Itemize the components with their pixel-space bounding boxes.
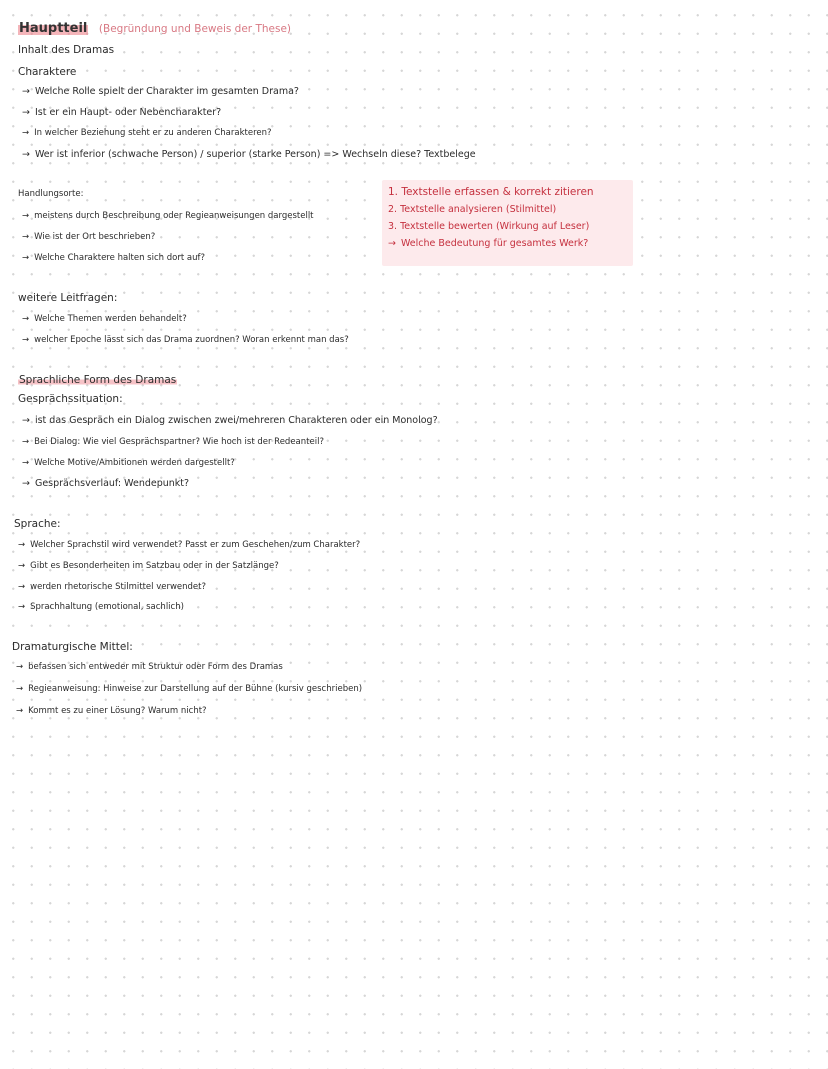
list-item-text: Welcher Sprachstil wird verwendet? Passt er zum Geschehen/zum Charakter? xyxy=(30,540,361,550)
list-item-text: Welche Charaktere halten sich dort auf? xyxy=(34,253,205,263)
list-item-text: Sprachhaltung (emotional, sachlich) xyxy=(30,602,184,612)
list-item-text: Wer ist inferior (schwache Person) / superior (starke Person) => Wechseln diese? Textbelege xyxy=(34,149,476,160)
title-text: Hauptteil xyxy=(19,21,88,36)
list-item-text: befassen sich entweder mit Struktur oder Form des Dramas xyxy=(28,662,283,672)
arrow-icon: → xyxy=(16,706,24,716)
arrow-icon: → xyxy=(22,415,30,426)
charaktere-heading: Charaktere xyxy=(18,66,77,78)
box-item: 2. Textstelle analysieren (Stilmittel) xyxy=(388,204,557,215)
list-item xyxy=(18,560,279,573)
box-item: 1. Textstelle erfassen & korrekt zitieren xyxy=(388,186,594,198)
handlungsorte-heading: Handlungsorte: xyxy=(18,189,84,199)
arrow-icon: → xyxy=(22,253,30,263)
box-item-text: Welche Bedeutung für gesamtes Werk? xyxy=(400,238,589,249)
list-item-text: Gesprächsverlauf: Wendepunkt? xyxy=(34,478,190,489)
arrow-icon: → xyxy=(22,128,30,138)
subtitle-text: (Begründung und Beweis der These) xyxy=(98,23,292,35)
arrow-icon: → xyxy=(16,662,24,672)
list-item xyxy=(22,313,187,326)
arrow-icon: → xyxy=(18,602,26,612)
page-title xyxy=(18,22,291,36)
list-item xyxy=(22,252,205,265)
list-item-text: welcher Epoche lässt sich das Drama zuordnen? Woran erkennt man das? xyxy=(34,335,349,345)
arrow-icon: → xyxy=(18,582,26,592)
list-item-text: Wie ist der Ort beschrieben? xyxy=(34,232,156,242)
arrow-icon: → xyxy=(18,561,26,571)
list-item-text: Bei Dialog: Wie viel Gesprächspartner? Wie hoch ist der Redeanteil? xyxy=(34,437,324,447)
list-item xyxy=(16,661,283,674)
list-item xyxy=(22,85,299,98)
list-item xyxy=(22,436,324,449)
list-item xyxy=(16,683,362,696)
list-item xyxy=(22,127,272,140)
box-item xyxy=(388,237,633,250)
inhalt-heading xyxy=(18,44,114,57)
list-item xyxy=(22,231,155,244)
list-item xyxy=(22,457,235,470)
arrow-icon: → xyxy=(18,540,26,550)
arrow-icon: → xyxy=(22,478,30,489)
list-item-text: Gibt es Besonderheiten im Satzbau oder in der Satzlänge? xyxy=(30,561,279,571)
arrow-icon: → xyxy=(22,86,30,97)
sprache-heading: Sprache: xyxy=(14,518,61,530)
list-item-text: Regieanweisung: Hinweise zur Darstellung auf der Bühne (kursiv geschrieben) xyxy=(28,684,363,694)
list-item-text: In welcher Beziehung steht er zu anderen Charakteren? xyxy=(34,128,272,138)
dramaturgisch-heading: Dramaturgische Mittel: xyxy=(12,641,133,653)
list-item-text: Welche Rolle spielt der Charakter im gesamten Drama? xyxy=(34,86,299,97)
list-item-text: ist das Gespräch ein Dialog zwischen zwei/mehreren Charakteren oder ein Monolog? xyxy=(34,415,438,426)
list-item xyxy=(22,477,189,490)
arrow-icon: → xyxy=(388,238,396,249)
sprachlich-heading xyxy=(18,374,177,387)
list-item-text: werden rhetorische Stilmittel verwendet? xyxy=(30,582,206,592)
list-item-text: Welche Motive/Ambitionen werden dargestellt? xyxy=(34,458,235,468)
list-item xyxy=(16,705,207,718)
box-item: 3. Textstelle bewerten (Wirkung auf Leser) xyxy=(388,221,590,232)
arrow-icon: → xyxy=(22,458,30,468)
arrow-icon: → xyxy=(22,149,30,160)
leitfragen-heading: weitere Leitfragen: xyxy=(18,292,118,304)
list-item-text: Ist er ein Haupt- oder Nebencharakter? xyxy=(34,107,222,118)
arrow-icon: → xyxy=(22,211,30,221)
list-item xyxy=(22,210,314,223)
list-item xyxy=(22,148,476,161)
inhalt-heading-text: Inhalt des Dramas xyxy=(18,44,115,56)
arrow-icon: → xyxy=(22,107,30,118)
arrow-icon: → xyxy=(22,232,30,242)
arrow-icon: → xyxy=(22,314,30,324)
list-item xyxy=(22,106,221,119)
list-item-text: meistens durch Beschreibung oder Regieanweisungen dargestellt xyxy=(34,211,314,221)
list-item xyxy=(22,334,349,347)
sprachlich-heading-text: Sprachliche Form des Dramas xyxy=(19,374,177,386)
zitieren-box xyxy=(382,180,633,266)
list-item xyxy=(22,414,438,427)
gespraechssituation-heading: Gesprächssituation: xyxy=(18,393,123,405)
list-item-text: Welche Themen werden behandelt? xyxy=(34,314,187,324)
list-item xyxy=(18,581,206,594)
arrow-icon: → xyxy=(22,335,30,345)
list-item xyxy=(18,601,184,614)
arrow-icon: → xyxy=(16,684,24,694)
arrow-icon: → xyxy=(22,437,30,447)
list-item-text: Kommt es zu einer Lösung? Warum nicht? xyxy=(28,706,207,716)
list-item xyxy=(18,539,360,552)
